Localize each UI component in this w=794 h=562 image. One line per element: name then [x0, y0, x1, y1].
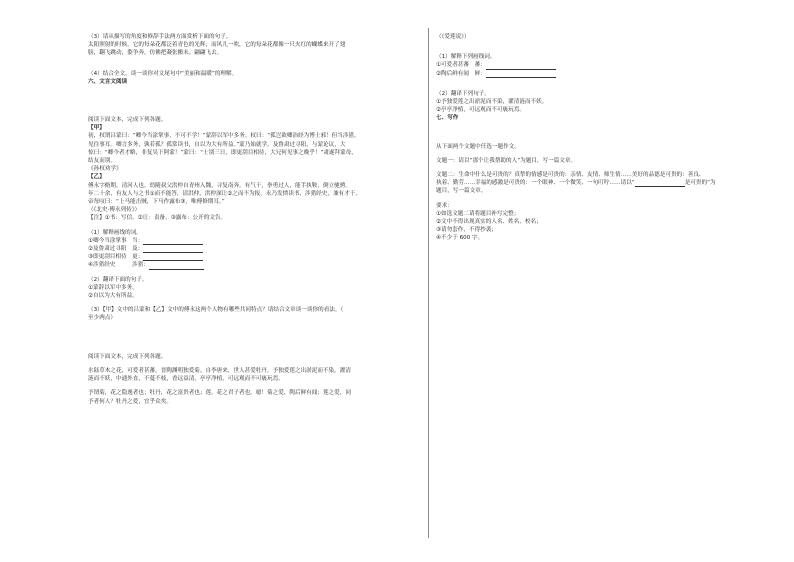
passage-line: 予者何人？牡丹之爱，宜乎众矣。 — [88, 398, 172, 405]
answer-blank[interactable] — [143, 246, 203, 253]
section-heading: 六、文言文阅读 — [88, 78, 128, 85]
requirement-item: ②文中不得出现真实的人名、姓名、校名； — [436, 219, 542, 226]
writing-topic: 文题二：生命中什么是可贵的？真挚的情感是可贵的：亲情、友情、师生情……美好的品德是可贵的：善良、 — [436, 172, 705, 179]
requirements-label: 要求： — [436, 202, 453, 209]
passage-source: （《爱莲说》） — [436, 34, 470, 40]
passage-line: 涟而不妖，中通外直，不蔓不枝，香远益清，亭亭净植，可远观而不可亵玩焉。 — [88, 376, 284, 383]
column-divider — [428, 28, 429, 538]
answer-blank[interactable] — [143, 254, 203, 261]
question-prompt: 至少两点） — [88, 315, 116, 322]
passage-line: 结友而别。 — [88, 158, 116, 165]
question-item: ①卿今当涂掌事 当： — [88, 237, 418, 245]
writing-topic: 题目，写一篇文章。 — [436, 188, 487, 195]
question-item: ①可爱者甚蕃 蕃： — [436, 61, 728, 69]
answer-blank[interactable] — [486, 63, 556, 70]
question-item: ②自以为大有所益。 — [88, 293, 138, 300]
question-item: ④涉猎经史 涉猎： — [88, 261, 418, 269]
question-prompt: （1）解释下列画线词。 — [436, 54, 496, 61]
passage-source: 《孙权劝学》 — [88, 166, 122, 173]
answer-blank[interactable] — [486, 71, 556, 78]
passage-line: 初，权谓吕蒙曰：“卿今当涂掌事，不可不学！”蒙辞以军中多务。权曰：“孤岂欲卿治经为博士邪！但当涉猎， — [88, 133, 360, 140]
note: 【注】①书：写信。②让：责备。③露布：公开的文告。 — [88, 215, 227, 222]
q3-prompt: （3）请从描写的角度和修辞手法两方面赏析下面的句子。 — [88, 34, 232, 40]
question-item: ③即更刮目相待 更： — [88, 253, 418, 261]
instruction: 阅读下面文本，完成下列各题。 — [88, 353, 167, 360]
passage-source: （《北史·傅永列传》） — [88, 207, 141, 214]
writing-topic: 文题一：请以“那个让我帮助的人”为题目，写一篇文章。 — [436, 157, 577, 164]
section-heading: 七、写作 — [436, 115, 459, 122]
instruction: 从下面两个文题中任选一题作文。 — [436, 143, 520, 150]
q4-prompt: （4）结合全文，谈一谈你对文尾句中“美丽和温暖”的理解。 — [88, 70, 238, 77]
writing-topic: 执着、勤劳……幸福的感激是可贵的：一个眼神、一个微笑、一句叮咛……请以“ 是可贵的”为 — [436, 180, 716, 187]
answer-blank[interactable] — [635, 180, 685, 187]
instruction: 阅读下面文本，完成下列各题。 — [88, 117, 167, 124]
passage-label: 【乙】 — [88, 174, 105, 181]
passage-label: 【甲】 — [88, 125, 105, 132]
question-item: ①蒙辞以军中多务。 — [88, 284, 138, 291]
answer-blank[interactable] — [143, 238, 203, 245]
requirement-item: ③请勿套作，不得抄袭； — [436, 227, 497, 234]
passage-line: 帝每叹曰：“上马能击贼，下马作露布③，唯傅修期耳。” — [88, 199, 225, 206]
passage-line: 惊曰：“卿今者才略，非复吴下阿蒙！”蒙曰：“士别三日，即更刮目相待，大兄何见事之晚乎！”肃遂拜蒙母， — [88, 149, 357, 156]
q3-text: 太阳照射的时候，它的每朵花都泛着青色的光辉；而风儿一吹，它的每朵花都像一只火红的蝴蝶来开了翅 — [88, 42, 346, 49]
question-item: ①予独爱莲之出淤泥而不染，濯清涟而不妖。 — [436, 99, 548, 106]
question-prompt: （1）解释画线的词。 — [88, 229, 142, 236]
passage-line: 傅永字脩期，清河人也。幼随叔父洪仲自青州入魏，寻复南奔。有气干，拳勇过人，能手执鞍，倒立驰骋。 — [88, 182, 351, 189]
requirement-item: ①如选文题二请将题目补写完整； — [436, 210, 520, 217]
right-column — [436, 33, 728, 243]
q3-text: 膀，翻飞跳动，姿争奔，仿佛把凝张搬未。翩翩飞去。 — [88, 50, 223, 57]
question-prompt: （2）翻译下列句子。 — [436, 90, 490, 97]
left-column — [88, 33, 418, 406]
passage-line: 见往事耳。卿言多务，孰若孤？孤常读书，自以为大有所益。”蒙乃始就学。及鲁肃过寻阳，与蒙论议，大 — [88, 141, 346, 148]
question-prompt: （3）【甲】文中的吕蒙和【乙】文中的傅永这两个人物有哪些共同特点？请结合文章谈一谈你的看法。（ — [88, 307, 344, 314]
passage-line: 水陆草木之花，可爱者甚蕃。晋陶渊明独爱菊。自李唐来，世人甚爱牡丹。予独爱莲之出淤泥而不染，濯清 — [88, 367, 351, 374]
passage-line: 予谓菊，花之隐逸者也；牡丹，花之富贵者也；莲，花之君子者也。噫！菊之爱，陶后鲜有闻；莲之爱，同 — [88, 390, 351, 397]
question-item: ②陶后鲜有闻 鲜： — [436, 70, 728, 78]
answer-blank[interactable] — [149, 263, 204, 270]
question-item: ②及鲁肃过寻阳 及： — [88, 245, 418, 253]
question-item: ②亭亭净植，可远观而不可亵玩焉。 — [436, 107, 525, 114]
requirement-item: ④不少于 600 字。 — [436, 235, 484, 242]
passage-line: 年二十余，有友人与之书①而不能答，请洪仲，洪仲深让②之而不为报。永乃发愤读书，涉猎经史，兼有才干。 — [88, 190, 361, 197]
question-prompt: （2）翻译下面的句子。 — [88, 276, 148, 283]
